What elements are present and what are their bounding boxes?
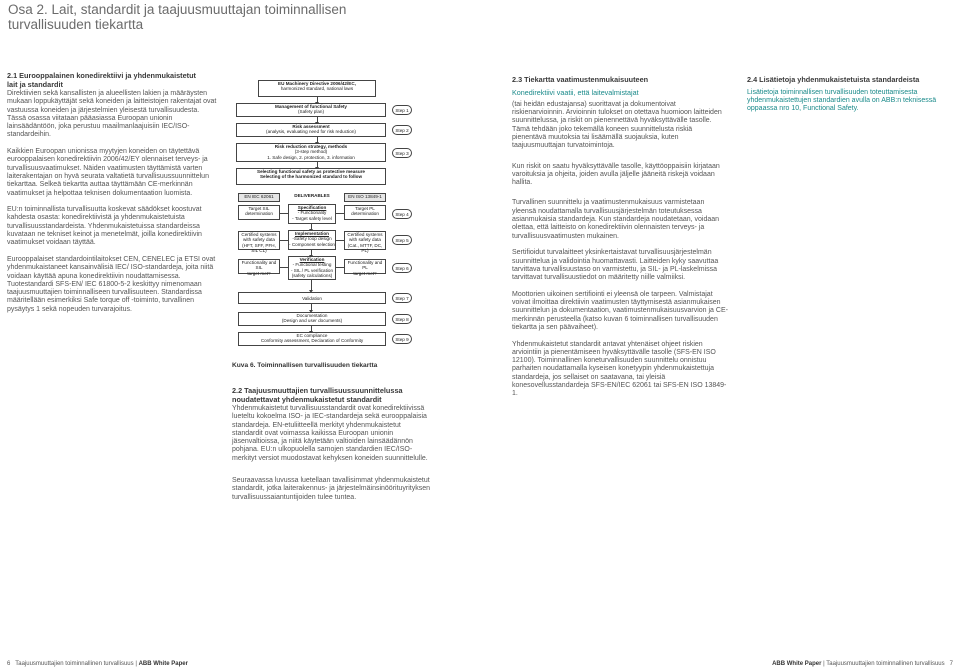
diagram-text: determination <box>351 211 379 217</box>
diagram-text: - Component selection <box>289 241 335 247</box>
section-2-1-heading <box>7 72 219 89</box>
diagram-text: (safety calculations) <box>291 273 333 279</box>
diagram-box-func-pl <box>344 259 386 274</box>
diagram-box-func-sil <box>238 259 280 274</box>
paragraph: Yhdenmukaistetut turvallisuusstandardit ovat konedirektiivissä lueteltu kokoelma ISO- ja IEC-standardeja sekä eurooppalaisia standardeja. EN-etuliitteellä merkityt yhdenmukaistetut standardit ovat voimassa kaikissa Euroopan unionin jäsenvaltioissa, ja niitä käytetään valtioiden lainsäädännön pohjana. EU:n ulkopuolella samojen standardien IEC/ISO-merkityt versiot muodostavat kehyksen koneiden suunnittelulle. <box>232 405 428 462</box>
paragraph: Kun riskit on saatu hyväksyttävälle tasolle, käyttöoppaisiin kirjataan varoituksia ja ohjeita, joiden avulla jäljelle jääneitä riskejä voidaan hallita. <box>512 162 720 187</box>
diagram-text: EU Machinery Directive 2006/42/EC, <box>278 81 356 86</box>
diagram-box-ec-compliance <box>238 332 386 346</box>
diagram-text: - Functionality <box>297 210 327 216</box>
paragraph: Turvallinen suunnittelu ja vaatimustenmukaisuus varmistetaan yleensä noudattamalla turvallisuusjärjestelmän toteutuksessa asianmukaisia standardeja. Kun standardeja noudatetaan, voidaan olettaa, että laitteisto on konedirektiivin olennaisten terveys- ja turvallisuusvaatimusten mukainen. <box>512 199 720 240</box>
connector <box>336 267 344 268</box>
section-2-4 <box>747 76 953 113</box>
section-2-3-subheading: Konedirektiivi vaatii, että laitevalmistajat <box>512 87 639 97</box>
diagram-text: target met? <box>247 270 271 276</box>
section-2-4-body: Lisätietoja toiminnallisen turvallisuuden toteuttamisesta yhdenmukaistettujen standardien avulla on ABB:n teknisessä oppaassa nro 10, Functional Safety. <box>747 88 937 113</box>
diagram-text: Risk assessment <box>292 124 330 129</box>
diagram-std-right: EN ISO 13849-1 <box>344 193 386 202</box>
roadmap-diagram <box>232 80 432 390</box>
page-number-right: 7 <box>949 661 953 667</box>
diagram-text: Conformity assessment, Declaration of Conformity <box>260 338 364 344</box>
diagram-text: Target SIL <box>248 206 270 211</box>
diagram-box-validation: Validation <box>238 292 386 304</box>
diagram-box-certified-right <box>344 231 386 254</box>
section-2-2 <box>232 387 432 510</box>
paragraph: (tai heidän edustajansa) suorittavat ja dokumentoivat riskienarvioinnin. Arvioinnin tulokset on otettava huomioon laitteiden suunnittelussa, ja riskit on pienennettävä hyväksyttävälle tasolle. Tämä tehdään joko tekemällä koneen suunnittelusta riskiä pienentävä muutoksia tai lisäämällä suojauksia, kuten taajuusmuuttajan turvatoimintoja. <box>512 100 722 150</box>
paragraph: Seuraavassa luvussa luetellaan tavallisimmat yhdenmukaistetut standardit, jotka laiterakennus- ja järjestelmäinsinöörituyrityksen turvallisuussaiantuntijoiden tulee tuntea. <box>232 477 431 501</box>
step-badge: Step 9 <box>392 334 412 344</box>
diagram-text: (analysis, evaluating need for risk reduction) <box>266 129 356 135</box>
page-title-line2: turvallisuuden tiekartta <box>8 17 144 32</box>
arrow <box>317 162 318 167</box>
diagram-text: -Safety loop design <box>292 236 332 242</box>
section-2-2-heading <box>232 387 432 404</box>
diagram-box-documentation <box>238 312 386 326</box>
footer-right-brand: ABB White Paper <box>772 661 822 667</box>
diagram-box-target-sil <box>238 205 280 220</box>
section-2-3-body <box>512 89 728 399</box>
section-2-1-body <box>7 90 219 314</box>
diagram-text: Implementation <box>295 231 329 236</box>
arrow <box>317 137 318 142</box>
section-2-2-heading-line1: 2.2 Taajuusmuuttajien turvallisuussuunnittelussa <box>232 386 403 395</box>
diagram-text: determination <box>245 211 273 217</box>
connector <box>336 213 344 214</box>
diagram-text: (HFT, SFF, PFH, SIL CL) <box>242 242 276 254</box>
footer-left-brand: ABB White Paper <box>138 661 188 667</box>
section-2-1 <box>7 72 219 322</box>
diagram-box-risk-assessment <box>236 123 386 137</box>
diagram-text: Functionality and SIL <box>241 260 277 271</box>
footer-left <box>7 661 188 667</box>
section-2-3-heading: 2.3 Tiekartta vaatimustenmukaisuuteen <box>512 75 649 84</box>
diagram-box-selection <box>236 168 386 185</box>
diagram-std-deliverables: DELIVERABLES <box>288 193 336 202</box>
diagram-text: harmonized standard, national laws <box>280 86 354 92</box>
footer-separator: | <box>135 661 137 667</box>
connector <box>280 267 288 268</box>
paragraph: Kaikkien Euroopan unionissa myytyjen koneiden on täytettävä eurooppalaisen konedirektiivin 2006/42/EY olennaiset terveys- ja turvallisuusvaatimukset. Näiden vaatimusten täyttämistä varten laiterakentajan on hyvä seurata valtatietä turvallisuussuunnittelun tiekarttaa. Selkeä tiekartta auttaa täyttämään CE-merkinnän vaatimukset ja helpottaa teknisen dokumentaation luomista. <box>7 148 209 197</box>
paragraph: Direktiivien sekä kansallisten ja alueellisten lakien ja määräysten mukaan loppukäyttäjät sekä koneiden ja laitteistojen rakentajat ovat vastuussa koneiden ja järjestelmien yleisestä turvallisuudesta. Tässä osassa viitataan pääasiassa Euroopan unionin lainsäädäntöön, joka perustuu maailmanlaajuisiin IEC/ISO-standardeihin. <box>7 90 217 139</box>
connector <box>280 240 288 241</box>
arrow <box>311 280 312 290</box>
step-badge: Step 1 <box>392 105 412 115</box>
diagram-box-implementation <box>288 230 336 250</box>
diagram-text: 1. Safe design, 2. protection, 3. information <box>267 154 355 160</box>
page-title <box>8 2 488 32</box>
arrow <box>317 97 318 102</box>
diagram-text: with safety data <box>243 237 275 243</box>
section-2-2-body <box>232 405 432 502</box>
diagram-text: Functionality and PL <box>347 260 383 271</box>
diagram-text: with safety data <box>349 237 381 243</box>
footer-separator: | <box>823 661 825 667</box>
page-number-left: 6 <box>7 661 11 667</box>
step-badge: Step 7 <box>392 293 412 303</box>
diagram-text: Selecting functional safety as protective measure <box>257 169 365 174</box>
diagram-top-box <box>258 80 376 97</box>
paragraph: Moottorien uikoinen sertifiointi ei yleensä ole tarpeen. Valmistajat voivat ilmoittaa direktiivin vaatimusten täyttymisestä asianmukaisen suunnittelun ja dokumentaation, vaatimustenmukaisuusvarvion ja CE-merkinnän perusteella (katso kuvan 6 toiminnallisen turvallisuuden tiekartta ja sen päävaiheet). <box>512 290 728 331</box>
section-2-1-heading-line2: lait ja standardit <box>7 79 63 89</box>
diagram-text: Selecting of the harmonized standard to follow <box>259 174 363 180</box>
diagram-text: Documentation <box>296 313 328 318</box>
step-badge: Step 5 <box>392 235 412 245</box>
step-badge: Step 6 <box>392 263 412 273</box>
diagram-text: Target PL <box>355 206 375 211</box>
diagram-text: (Cat., MTTF, DC, PL) <box>347 242 383 254</box>
diagram-text: - SIL / PL verification <box>290 267 334 273</box>
section-2-3 <box>512 76 728 407</box>
diagram-box-specification <box>288 204 336 224</box>
arrow <box>311 250 312 255</box>
paragraph: Sertifioidut turvalaitteet yksinkertaistavat turvallisuusjärjestelmän suunnittelua ja validointia huomattavasti. Laitteiden kyky saavuttaa tarvittava turvallisuustaso on varmistettu, ja SIL- ja PL-laskelmissa tarvittavat turvallisuustiedot on määritetty niille valmiiksi. <box>512 249 719 282</box>
diagram-box-certified-left <box>238 231 280 254</box>
paragraph: EU:n toiminnallista turvallisuutta koskevat säädökset koostuvat kahdesta osasta: konedirektiivistä ja yhdenmukaistetuista turvallisuusstandardeista. Yhdenmukaistetuissa standardeissa kuvataan ne tekniset keinot ja menetelmät, joilla konedirektiivin vaatimukset voidaan täyttää. <box>7 206 202 247</box>
step-badge: Step 3 <box>392 148 412 158</box>
diagram-text: (3-step method) <box>294 149 328 155</box>
diagram-text: - Target safety level <box>292 215 332 221</box>
connector <box>280 213 288 214</box>
section-2-2-heading-line2: noudatettavat yhdenmukaistetut standardit <box>232 394 382 404</box>
footer-left-text: Taajuusmuuttajien toiminnallinen turvallisuus <box>15 661 134 667</box>
diagram-text: Management of functional Safety <box>275 104 347 109</box>
diagram-box-target-pl <box>344 205 386 220</box>
arrow <box>311 326 312 331</box>
paragraph: Eurooppalaiset standardointilaitokset CEN, CENELEC ja ETSI ovat yhdenmukaistaneet kansainvälisiä IEC/ ISO-standardeja, joita niitä voidaan käyttää apuna konedirektiivin noudattamisessa. Tuotestandardi SFS-EN/ IEC 61800-5-2 keskittyy nimenomaan taajuusmuuttajien toiminnalliseen turvallisuuteen. Standardissa määritellään esimerkiksi Safe torque off -toiminto, turvallinen pysäytys 1 sekä nopeuden turvarajoitus. <box>7 255 216 313</box>
diagram-text: - Functional testing <box>292 262 332 268</box>
connector <box>336 240 344 241</box>
figure-caption: Kuva 6. Toiminnallisen turvallisuuden tiekartta <box>232 362 378 369</box>
diagram-text: Specification <box>297 205 327 210</box>
diagram-text: (Safety plan) <box>297 109 325 115</box>
diagram-text: EC compliance <box>296 333 328 338</box>
diagram-text: Verification <box>299 257 325 262</box>
section-2-1-heading-line1: 2.1 Eurooppalainen konedirektiivi ja yhdenmukaistetut <box>7 71 196 80</box>
arrow <box>317 117 318 122</box>
footer-right <box>772 661 953 667</box>
step-badge: Step 2 <box>392 125 412 135</box>
diagram-text: Risk reduction strategy, methods <box>274 144 348 149</box>
diagram-text: (Design and user documents) <box>281 318 343 324</box>
diagram-std-left: EN IEC 62061 <box>238 193 280 202</box>
diagram-text: Certified systems <box>347 232 383 237</box>
arrow <box>311 224 312 229</box>
step-badge: Step 4 <box>392 209 412 219</box>
page-title-line1: Osa 2. Lait, standardit ja taajuusmuuttajan toiminnallisen <box>8 2 347 17</box>
footer-right-text: Taajuusmuuttajien toiminnallinen turvallisuus <box>826 661 945 667</box>
diagram-text: target met? <box>353 270 377 276</box>
diagram-text: Certified systems <box>241 232 277 237</box>
arrow <box>311 304 312 310</box>
diagram-box-safety-plan <box>236 103 386 117</box>
diagram-box-risk-reduction <box>236 143 386 162</box>
section-2-4-heading: 2.4 Lisätietoja yhdenmukaistetuista standardeista <box>747 75 920 84</box>
step-badge: Step 8 <box>392 314 412 324</box>
diagram-box-verification <box>288 256 336 280</box>
paragraph: Yhdenmukaistetut standardit antavat yhtenäiset ohjeet riskien arviointiin ja pienentämiseen hyväksyttävälle tasolle (SFS-EN ISO 12100). Toiminnallinen koneturvallisuuden suunnittelu onnistuu parhaiten noudattamalla kyseisen konetyypin yhdenmukaistettuja standardeja, jos sellaiset on saatavana, tai yleisiä konesovellusstandardeja SFS-EN/IEC 62061 tai SFS-EN ISO 13849-1. <box>512 340 727 398</box>
